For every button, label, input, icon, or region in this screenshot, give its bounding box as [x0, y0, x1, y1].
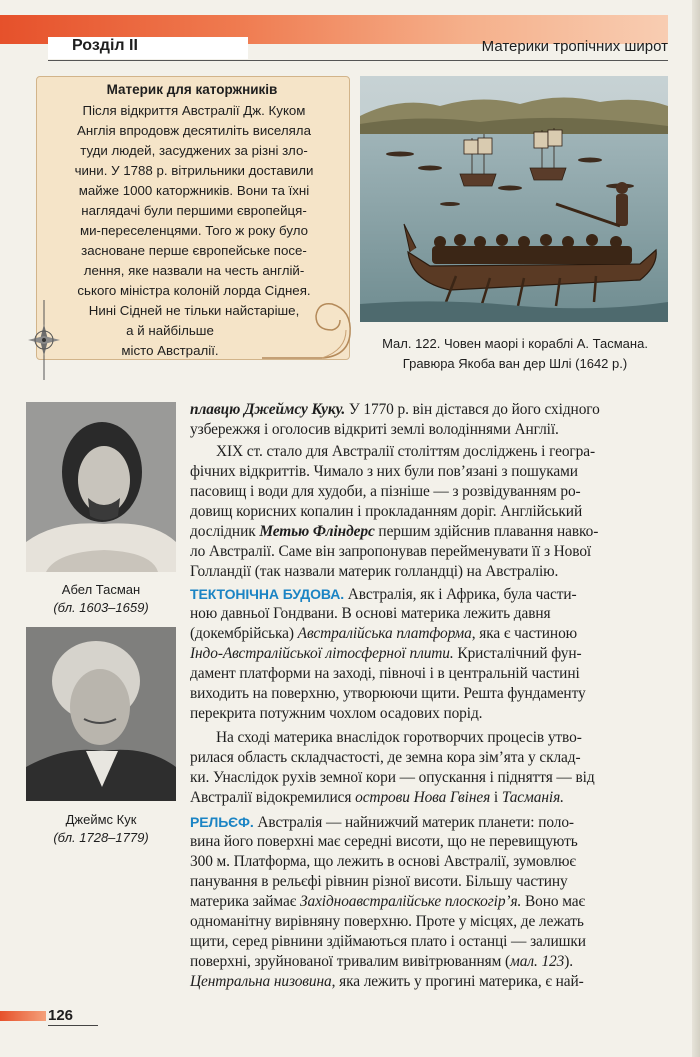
page-number: 126 — [48, 1007, 74, 1024]
section-label: Розділ II — [72, 37, 138, 54]
text-span: і — [490, 789, 502, 806]
term-italic: Західноавстралійське плоскогір’я. — [299, 893, 522, 910]
text-line: вина його поверхні має середні висоти, що не перевищують — [190, 833, 578, 850]
portrait-cook-illustration — [26, 627, 176, 801]
text-line: рилася область складчастості, де земна кора зім’ята у склад- — [190, 749, 581, 766]
text-span: Кристалічний фун- — [453, 645, 582, 662]
text-line — [190, 952, 672, 972]
text-line: ло Австралії. Саме він запропонував перейменувати її з Нової — [190, 543, 592, 560]
sidebar-line: а й найбільше — [126, 323, 214, 338]
figure-caption-line1: Мал. 122. Човен маорі і кораблі А. Тасмана. — [382, 336, 648, 351]
text-span: ). — [564, 953, 574, 970]
term-italic: Центральна низовина — [190, 973, 332, 990]
text-span: Австралії відокремилися — [190, 789, 356, 806]
sidebar-line: засноване перше європейське посе- — [81, 243, 307, 258]
footer-rule — [48, 1025, 98, 1026]
text-span: Воно має — [521, 893, 586, 910]
text-line — [190, 400, 672, 420]
sidebar-line: Англія впродовж десятиліть виселяла — [77, 123, 311, 138]
text-span: Австралія — найнижчий материк планети: поло- — [253, 814, 574, 831]
portrait-caption-name: Абел Тасман — [61, 582, 141, 597]
text-line — [190, 972, 672, 992]
text-line — [190, 892, 672, 912]
text-line: довищ корисних копалин і прокладанням доріг. Англійський — [190, 503, 583, 520]
sidebar-line: наглядачі були першими європейця- — [81, 203, 307, 218]
sidebar-line: чини. У 1788 р. вітрильники доставили — [74, 163, 314, 178]
text-line — [190, 788, 672, 808]
portrait-caption-name: Джеймс Кук — [65, 812, 137, 827]
text-span: материка займає — [190, 893, 300, 910]
text-line — [190, 644, 672, 664]
text-line: 300 м. Платформа, що лежить в основі Австралії, зумовлює — [190, 853, 576, 870]
maori-canoe-illustration — [360, 76, 668, 322]
text-span: дослідник — [190, 523, 260, 540]
text-span: У 1770 р. він дістався до його східного — [345, 401, 600, 418]
text-line: дамент платформи на заході, півночі і в центральній частині — [190, 665, 580, 682]
text-line: щити, серед рівнини здіймаються плато і останці — залишки — [190, 933, 586, 950]
portrait-caption-years: (бл. 1603–1659) — [53, 600, 149, 615]
text-line — [190, 522, 672, 542]
text-line: Голландії (так назвали материк голландці) на Австралію. — [190, 563, 559, 580]
term-italic: Індо-Австралійської літосферної плити. — [190, 645, 454, 662]
header-rule — [48, 60, 668, 61]
text-span: Австралія, як і Африка, була части- — [344, 586, 577, 603]
text-span: (докембрійська) — [190, 625, 298, 642]
text-line: XIX ст. стало для Австралії століттям досліджень і геогра- — [216, 443, 595, 460]
text-line: виходить на поверхню, утворюючи щити. Решта фундаменту — [190, 685, 586, 702]
term-italic: Австралійська платформа — [297, 625, 472, 642]
sidebar-line: майже 1000 каторжників. Вони та їхні — [78, 183, 310, 198]
sidebar-line: Після відкриття Австралії Дж. Куком — [82, 103, 306, 118]
text-line: ною давньої Гондвани. В основі материка лежить давня — [190, 605, 551, 622]
sidebar-box-title: Материк для каторжників — [106, 82, 278, 97]
sidebar-line: туди людей, засуджених за різні зло- — [80, 143, 308, 158]
text-line: перекрита потужним чохлом осадових порід. — [190, 705, 483, 722]
cook-name: плавцю Джеймсу Куку. — [190, 401, 346, 418]
section-heading-tectonics: ТЕКТОНІЧНА БУДОВА. — [190, 586, 345, 602]
text-line: фічних відкриттів. Чимало з них були пов’язані з пошуками — [190, 463, 578, 480]
figure-caption-line2: Гравюра Якоба ван дер Шлі (1642 р.) — [402, 356, 628, 371]
sidebar-line: ського міністра колоній лорда Сіднея. — [77, 283, 311, 298]
text-line: одноманітну вирівняну поверхню. Проте у місцях, де лежать — [190, 913, 584, 930]
sidebar-line: лення, яке назвали на честь англій- — [83, 263, 305, 278]
text-line: На сході материка внаслідок горотворчих процесів утво- — [216, 729, 582, 746]
sidebar-line: ми-переселенцями. Того ж року було — [79, 223, 309, 238]
figure-reference: мал. 123 — [510, 953, 565, 970]
portrait-caption-years: (бл. 1728–1779) — [53, 830, 149, 845]
footer-color-bar — [0, 1011, 46, 1021]
text-line — [190, 584, 672, 605]
text-line: ки. Унаслідок рухів земної кори — опускання і підняття — від — [190, 769, 595, 786]
term-italic: Тасманія. — [501, 789, 564, 806]
sidebar-line: Нині Сідней не тільки найстаріше, — [88, 303, 300, 318]
text-span: першим здійснив плавання навко- — [374, 523, 599, 540]
compass-icon — [24, 300, 64, 380]
chapter-title: Материки тропічних широт — [481, 38, 668, 55]
portrait-abel-tasman — [26, 402, 176, 572]
portrait-tasman-illustration — [26, 402, 176, 572]
engraving-image — [360, 76, 668, 322]
page-edge — [692, 0, 700, 1057]
portrait-james-cook — [26, 627, 176, 801]
text-line: пасовищ і води для худоби, а пізніше — з розвідуванням ро- — [190, 483, 581, 500]
text-span: , яка лежить у прогині материка, є най- — [331, 973, 584, 990]
text-line — [190, 624, 672, 644]
term-italic: острови Нова Гвінея — [355, 789, 491, 806]
flinders-name: Метью Фліндерс — [259, 523, 375, 540]
text-span: поверхні, зруйнованої тривалим вивітрюванням ( — [190, 953, 511, 970]
sidebar-line: місто Австралії. — [121, 343, 219, 358]
text-line: узбережжя і оголосив відкриті землі володіннями Англії. — [190, 421, 559, 438]
text-span: , яка є частиною — [471, 625, 578, 642]
text-line: панування в рельєфі рівнин різної висоти. Більшу частину — [190, 873, 568, 890]
text-line — [190, 812, 672, 833]
section-heading-relief: РЕЛЬЄФ. — [190, 814, 254, 830]
